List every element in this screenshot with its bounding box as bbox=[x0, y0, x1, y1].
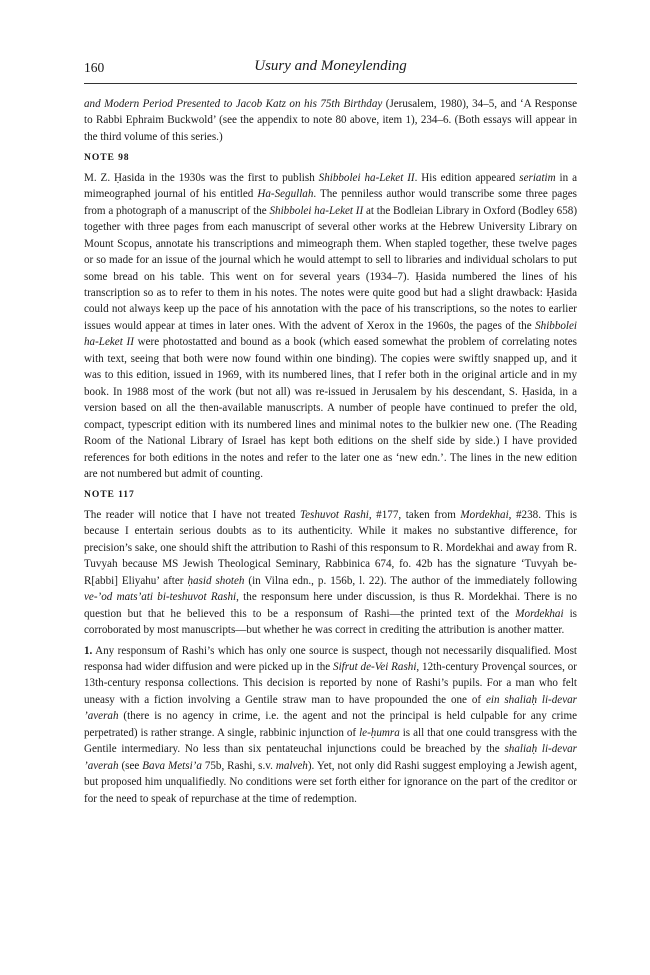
text-run: . The penniless author would transcribe some three pages from a photograph of a manuscript of the bbox=[84, 188, 577, 217]
italic-run: Shibbolei ha-Leket II bbox=[318, 171, 415, 184]
text-run: (in Vilna edn., p. 156b, l. 22). The author of the immediately following bbox=[244, 574, 577, 587]
text-run: Any responsum of Rashi’s which has only one source is suspect, though not necessarily disqualified. Most responsa had wider diffusion and were picked up in the bbox=[84, 644, 577, 673]
item-number: 1. bbox=[84, 644, 93, 657]
note-98-heading: NOTE 98 bbox=[84, 152, 130, 164]
italic-run: and Modern Period Presented to Jacob Katz on his 75th Birthday bbox=[84, 98, 383, 110]
continuation-paragraph bbox=[84, 96, 577, 145]
text-run: (Jerusalem, 1980), 34–5, and ‘A Response to Rabbi Ephraim Buckwold’ (see the appendix to note 80 above, item 1), 234–6. (Both essays will appear in the third volume of this series.) bbox=[84, 98, 578, 143]
italic-run: seriatim bbox=[519, 171, 556, 184]
note-98-paragraph bbox=[84, 170, 577, 483]
text-run: ). Yet, not only did Rashi suggest employing a Jewish agent, but proposed him unqualifiedly. No conditions were set forth either for ignorance on the part of the creditor or for the need to speak of repurchase at the time of redemption. bbox=[84, 759, 577, 805]
note-117-heading: NOTE 117 bbox=[84, 489, 135, 501]
note-117-paragraph bbox=[84, 507, 577, 639]
italic-run: le-ḥumra bbox=[359, 726, 400, 739]
text-run: (there is no agency in crime, i.e. the agent and not the principal is held culpable for any crime perpetrated) is rather strange. A single, rabbinic injunction of bbox=[84, 710, 577, 739]
text-run: . His edition appeared bbox=[414, 171, 520, 184]
text-run: , 12th-century Provençal sources, or 13th-century responsa collections. This decision is reported by none of Rashi’s pupils. For a man who felt uneasy with a fiction involving a Gentile straw man to have propounded the one of bbox=[84, 660, 577, 706]
text-run: were photostatted and bound as a book (which eased somewhat the problem of correlating notes with text, seeing that both were now found within one binding). The copies were swiftly snapped up, and it was to this edition, issued in 1969, with its numbered lines, that I refer both in the original article and in my book. In 1988 most of the work (but not all) was re-issued in Jerusalem by his descendant, S. Ḥasida, in a version based on all the then-available manuscripts. A number of people have continued to prefer the old, compact, typescript edition with its numbered lines and minimal notes to the bulkier new one. (The Reading Room of the National Library of Israel has kept both editions on the shelf side by side.) I have provided references for both editions in the notes and refer to the later one as ‘new edn.’. The lines in the new edition are not numbered but admit of counting. bbox=[84, 336, 577, 480]
running-head: Usury and Moneylending bbox=[254, 58, 407, 74]
text-run: M. Z. Ḥasida in the 1930s was the first to publish bbox=[84, 171, 319, 184]
header-rule bbox=[84, 83, 577, 84]
italic-run: ein shaliaḥ li-devar ’averah bbox=[84, 693, 577, 723]
text-run: is corroborated by most manuscripts—but whether he was correct in crediting the attribution is another matter. bbox=[84, 607, 577, 637]
italic-run: Shibbolei ha-Leket II bbox=[84, 319, 577, 349]
text-run: 75b, Rashi, s.v. bbox=[201, 759, 276, 772]
page-body bbox=[84, 96, 577, 807]
text-run: in a mimeographed journal of his entitled bbox=[84, 171, 578, 201]
text-run: , the responsum here under discussion, is thus R. Mordekhai. There is no question but that he believed this to be a responsum of Rashi—the printed text of the bbox=[84, 591, 577, 620]
italic-run: shaliaḥ li-devar ’averah bbox=[84, 743, 577, 772]
text-run: , #238. This is because I entertain serious doubts as to its authenticity. While it makes no substantive difference, for precision’s sake, one should shift the attribution to Rashi of this responsum to R. Mordekhai and away from R. Tuvyah because MS Jewish Theological Seminary, Rabbinica 674, fo. 42b has the signature ‘Tuvyah be-R[abbi] Eliyahu’ after bbox=[84, 508, 578, 587]
book-page bbox=[84, 58, 577, 807]
italic-run: malveh bbox=[275, 759, 308, 772]
italic-run: Mordekhai bbox=[460, 508, 509, 521]
text-run: at the Bodleian Library in Oxford (Bodley 658) together with three pages from each manuscript of several other works at the Hebrew University Library on Mount Scopus, annotate his transcriptions and mimeograph them. When stapled together, these twelve pages or so made for an issue of the journal which he would attempt to sell to libraries and individual scholars to put some bread on his table. This went on for several years (1934–7). Ḥasida numbered the lines of his transcription so as to refer to them in his notes. The notes were quite good but had a slight drawback: Ḥasida could not always keep up the pace of his annotation with the pace of his transcriptions, so the notes to earlier issues would appear at times in later ones. With the advent of Xerox in the 1960s, the pages of the bbox=[84, 204, 578, 332]
text-run: , #177, taken from bbox=[368, 508, 461, 521]
italic-run: Bava Metsi’a bbox=[142, 759, 202, 772]
italic-run: Mordekhai bbox=[515, 607, 564, 620]
note-117-point-1 bbox=[84, 643, 577, 808]
page-number: 160 bbox=[84, 60, 105, 75]
italic-run: ḥasid shoteh bbox=[187, 574, 245, 587]
text-run: is all that one could transgress with the Gentile intermediary. No less than six pentateuchal injunctions could be breached by the bbox=[84, 726, 577, 756]
text-run: The reader will notice that I have not treated bbox=[84, 508, 300, 521]
italic-run: Ha-Segullah bbox=[257, 188, 314, 201]
italic-run: ve-’od mats’ati bi-teshuvot Rashi bbox=[84, 591, 237, 604]
italic-run: Sifrut de-Vei Rashi bbox=[333, 660, 417, 673]
page-header bbox=[84, 58, 577, 80]
text-run: (see bbox=[118, 759, 143, 772]
italic-run: Teshuvot Rashi bbox=[299, 508, 369, 521]
italic-run: Shibbolei ha-Leket II bbox=[269, 204, 364, 217]
